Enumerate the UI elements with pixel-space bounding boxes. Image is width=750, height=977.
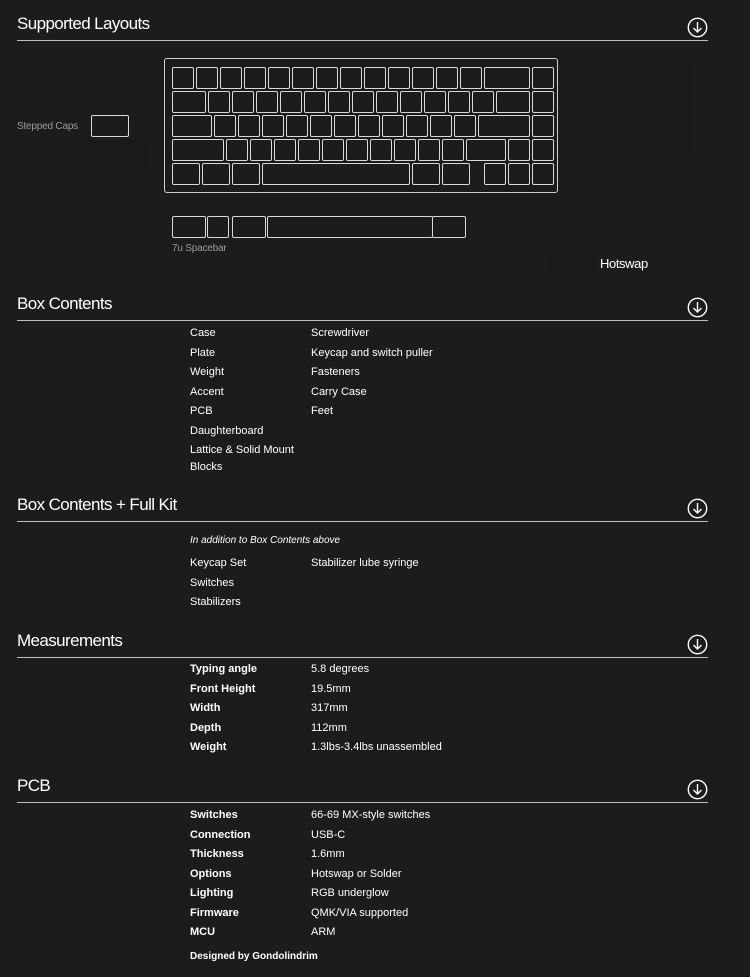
spacebar-option-key <box>172 216 206 238</box>
keycap <box>508 163 530 185</box>
keycap <box>172 91 206 113</box>
keycap <box>346 139 368 161</box>
keycap <box>364 67 386 89</box>
keycap <box>424 91 446 113</box>
spec-label: Front Height <box>190 682 256 695</box>
keycap <box>460 67 482 89</box>
keycap <box>532 91 554 113</box>
keycap <box>484 67 530 89</box>
keycap <box>478 115 530 137</box>
spec-label: Connection <box>190 828 251 841</box>
spec-value: 5.8 degrees <box>311 663 370 675</box>
keycap <box>442 163 470 185</box>
list-item: Switches <box>190 576 235 589</box>
keycap <box>292 67 314 89</box>
spec-value: 1.6mm <box>311 848 345 860</box>
keycap <box>430 115 452 137</box>
keycap <box>442 139 464 161</box>
keycap <box>268 67 290 89</box>
keycap <box>202 163 230 185</box>
keycap <box>232 91 254 113</box>
spacebar-option-key <box>432 216 466 238</box>
arrow-down-circle-icon[interactable] <box>687 779 708 800</box>
keycap <box>508 139 530 161</box>
keycap <box>298 139 320 161</box>
list-item: Weight <box>190 366 225 378</box>
keycap <box>226 139 248 161</box>
spec-value: ARM <box>311 926 336 938</box>
keycap <box>196 67 218 89</box>
spacebar-option-key <box>267 216 433 238</box>
spec-label: Options <box>190 867 232 880</box>
keycap <box>400 91 422 113</box>
keycap <box>532 67 554 89</box>
spec-value: QMK/VIA supported <box>311 906 409 919</box>
section-header-layouts[interactable] <box>17 0 708 41</box>
arrow-down-circle-icon[interactable] <box>687 17 708 38</box>
list-item: Accent <box>190 385 224 398</box>
keycap <box>394 139 416 161</box>
section-header-box-contents[interactable] <box>17 280 708 321</box>
list-item: Stabilizers <box>190 596 241 608</box>
spacebar-option-key <box>232 216 266 238</box>
stepped-caps-key <box>91 115 129 137</box>
keycap <box>274 139 296 161</box>
ghost-keyboard-image <box>576 62 694 152</box>
keycap <box>172 163 200 185</box>
section-title: Box Contents + Full Kit <box>17 495 177 514</box>
keycap <box>232 163 260 185</box>
list-item: Carry Case <box>311 385 367 398</box>
spec-value: 317mm <box>311 702 348 714</box>
keycap <box>532 115 554 137</box>
arrow-down-circle-icon[interactable] <box>687 498 708 519</box>
keycap <box>256 91 278 113</box>
keycap <box>208 91 230 113</box>
keycap <box>322 139 344 161</box>
spec-value: 66-69 MX-style switches <box>311 809 431 821</box>
keycap <box>406 115 428 137</box>
keycap <box>388 67 410 89</box>
keycap <box>370 139 392 161</box>
keycap <box>328 91 350 113</box>
keycap <box>238 115 260 137</box>
spec-label: Thickness <box>190 848 244 860</box>
spec-value: RGB underglow <box>311 887 389 899</box>
arrow-down-circle-icon[interactable] <box>687 297 708 318</box>
section-header-measurements[interactable] <box>17 617 708 658</box>
keycap <box>340 67 362 89</box>
ghost-image <box>20 140 150 174</box>
spec-value: 1.3lbs-3.4lbs unassembled <box>311 741 442 753</box>
spacebar-option-key <box>207 216 229 238</box>
list-item: Lattice & Solid Mount <box>190 444 294 456</box>
keycap <box>316 67 338 89</box>
keycap <box>262 115 284 137</box>
section-title: Measurements <box>17 631 123 650</box>
keycap <box>382 115 404 137</box>
keycap <box>280 91 302 113</box>
keycap <box>454 115 476 137</box>
keycap <box>244 67 266 89</box>
spec-label: Firmware <box>190 906 239 919</box>
list-item: Fasteners <box>311 366 360 378</box>
spec-label: MCU <box>190 926 216 938</box>
list-item: Screwdriver <box>311 327 370 339</box>
keycap <box>412 67 434 89</box>
keycap <box>214 115 236 137</box>
keycap <box>376 91 398 113</box>
keycap <box>412 163 440 185</box>
stepped-caps-label: Stepped Caps <box>17 121 78 132</box>
list-item: Keycap Set <box>190 557 247 569</box>
list-item: Blocks <box>190 460 223 473</box>
keycap <box>172 67 194 89</box>
spec-label: Switches <box>190 809 238 821</box>
list-item: PCB <box>190 405 213 417</box>
keycap <box>310 115 332 137</box>
spec-value: 112mm <box>311 721 347 734</box>
keycap <box>334 115 356 137</box>
designer-credit: Designed by Gondolindrim <box>190 951 318 962</box>
list-item: Stabilizer lube syringe <box>311 557 419 569</box>
keycap <box>250 139 272 161</box>
spec-label: Weight <box>190 741 227 753</box>
keycap <box>496 91 530 113</box>
spec-label: Typing angle <box>190 663 258 675</box>
section-title: Supported Layouts <box>17 14 150 33</box>
list-item: Keycap and switch puller <box>311 346 433 359</box>
section-header-full-kit[interactable] <box>17 481 708 522</box>
list-item: Case <box>190 327 216 339</box>
section-title: PCB <box>17 776 51 795</box>
keycap <box>448 91 470 113</box>
keycap <box>436 67 458 89</box>
keycap <box>304 91 326 113</box>
list-item: Plate <box>190 346 216 359</box>
keycap <box>418 139 440 161</box>
keycap <box>352 91 374 113</box>
keycap <box>532 163 554 185</box>
keycap <box>472 91 494 113</box>
keycap <box>532 139 554 161</box>
spec-value: Hotswap or Solder <box>311 867 402 880</box>
full-kit-note: In addition to Box Contents above <box>190 535 341 546</box>
section-title: Box Contents <box>17 294 112 313</box>
hotswap-label: Hotswap <box>600 256 648 271</box>
keycap <box>358 115 380 137</box>
spec-label: Width <box>190 702 221 714</box>
spec-label: Lighting <box>190 887 234 899</box>
spec-value: 19.5mm <box>311 682 351 695</box>
ghost-image <box>545 254 595 274</box>
spec-value: USB-C <box>311 828 346 841</box>
list-item: Daughterboard <box>190 424 264 437</box>
spacebar-label: 7u Spacebar <box>172 243 227 254</box>
keycap <box>172 139 224 161</box>
list-item: Feet <box>311 405 334 417</box>
keycap <box>172 115 212 137</box>
keycap <box>220 67 242 89</box>
keycap <box>466 139 506 161</box>
keycap <box>286 115 308 137</box>
arrow-down-circle-icon[interactable] <box>687 634 708 655</box>
keycap <box>262 163 410 185</box>
section-header-pcb[interactable] <box>17 762 708 803</box>
spec-label: Depth <box>190 721 222 734</box>
keycap <box>484 163 506 185</box>
